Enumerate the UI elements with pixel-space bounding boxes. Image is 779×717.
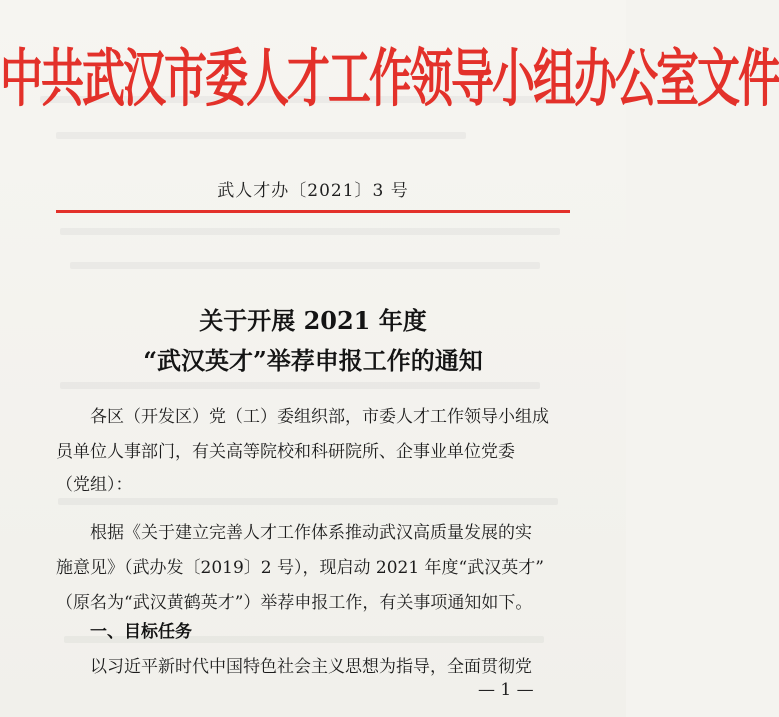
bleed-through-line bbox=[70, 262, 540, 269]
red-divider-rule bbox=[56, 210, 570, 213]
section-heading: 一、目标任务 bbox=[56, 622, 192, 642]
body-paragraph-line: 施意见》（武办发〔2019〕2 号），现启动 2021 年度“武汉英才” bbox=[56, 558, 544, 578]
bleed-through-line bbox=[60, 382, 540, 389]
section-body-line: 以习近平新时代中国特色社会主义思想为指导，全面贯彻党 bbox=[56, 657, 532, 677]
body-paragraph-line: （党组）： bbox=[56, 475, 133, 495]
page-number: — 1 — bbox=[478, 680, 534, 700]
notice-title-line-2: “武汉英才”举荐申报工作的通知 bbox=[143, 346, 483, 375]
document-number: 武人才办〔2021〕3 号 bbox=[217, 181, 409, 201]
body-paragraph-line: 根据《关于建立完善人才工作体系推动武汉高质量发展的实 bbox=[56, 523, 532, 543]
body-paragraph-line: 各区（开发区）党（工）委组织部，市委人才工作领导小组成 bbox=[56, 407, 549, 427]
bleed-through-line bbox=[60, 228, 560, 235]
notice-title-line-1: 关于开展 2021 年度 bbox=[199, 306, 427, 335]
body-paragraph-line: 员单位人事部门，有关高等院校和科研院所、企事业单位党委 bbox=[56, 442, 515, 462]
document-header-title: 中共武汉市委人才工作领导小组办公室文件 bbox=[0, 43, 779, 116]
body-paragraph-line: （原名为“武汉黄鹤英才”）举荐申报工作，有关事项通知如下。 bbox=[56, 593, 533, 613]
bleed-through-line bbox=[56, 132, 466, 139]
